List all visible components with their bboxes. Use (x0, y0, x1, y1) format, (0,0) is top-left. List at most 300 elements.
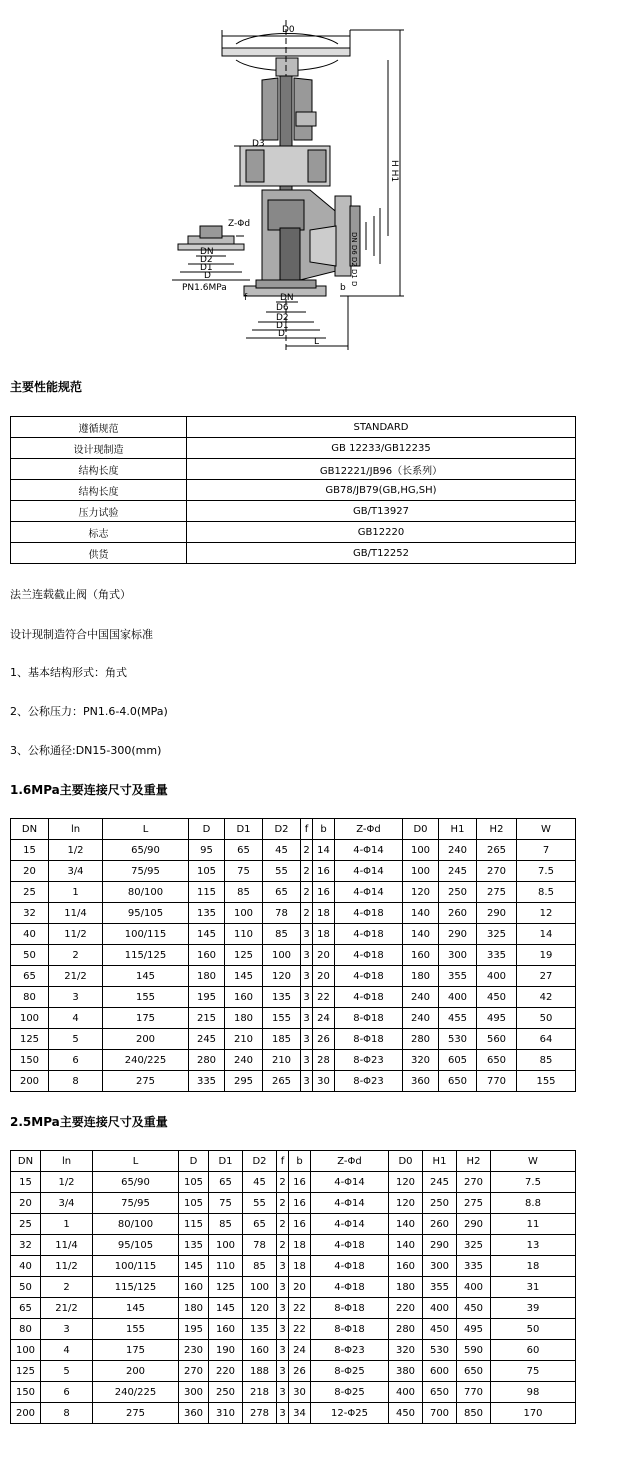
table-cell: 100/115 (93, 1256, 179, 1277)
table-cell: 290 (457, 1214, 491, 1235)
table-cell: 125 (11, 1029, 49, 1050)
table-cell: 115/125 (103, 945, 189, 966)
table-cell: 75 (491, 1361, 576, 1382)
table-cell: 2 (49, 945, 103, 966)
table-cell: 105 (179, 1193, 209, 1214)
column-header: H2 (477, 819, 517, 840)
table-cell: 360 (179, 1403, 209, 1424)
table-cell: 26 (313, 1029, 335, 1050)
dim-l: L (314, 337, 320, 347)
table-header-row (11, 1151, 576, 1172)
table-cell: 600 (423, 1361, 457, 1382)
table-cell: 25 (11, 1214, 41, 1235)
table-cell: 2 (277, 1193, 289, 1214)
table-cell: 8-Φ23 (311, 1340, 389, 1361)
table-row (11, 1214, 576, 1235)
column-header: L (93, 1151, 179, 1172)
column-header: Z-Φd (335, 819, 403, 840)
table-row (11, 1071, 576, 1092)
table-cell: 240 (225, 1050, 263, 1071)
table-1-6mpa (10, 818, 576, 1092)
table-cell: 8 (41, 1403, 93, 1424)
dim-d1-small: D1 (200, 263, 213, 273)
table-cell: 4 (49, 1008, 103, 1029)
table-cell: 240 (403, 987, 439, 1008)
column-header: f (301, 819, 313, 840)
table-cell: 27 (517, 966, 576, 987)
table-cell: GB/T13927 (187, 501, 576, 522)
dim-d1-bottom: D1 (276, 321, 289, 331)
table-cell: 100 (209, 1235, 243, 1256)
table-cell: 245 (189, 1029, 225, 1050)
column-header: W (491, 1151, 576, 1172)
dim-d3: D3 (252, 139, 265, 149)
table-cell: 4-Φ14 (335, 861, 403, 882)
table-cell: 590 (457, 1340, 491, 1361)
column-header: Z-Φd (311, 1151, 389, 1172)
table-cell: 42 (517, 987, 576, 1008)
table-cell: 325 (477, 924, 517, 945)
table-cell: 605 (439, 1050, 477, 1071)
column-header: DN (11, 1151, 41, 1172)
table-cell: 2 (301, 861, 313, 882)
table-cell: 8.8 (491, 1193, 576, 1214)
spec-header-col: STANDARD (187, 417, 576, 438)
table-row (11, 1319, 576, 1340)
table-cell: 100 (403, 861, 439, 882)
table-cell: 3 (277, 1277, 289, 1298)
table-cell: 3 (301, 924, 313, 945)
table-cell: 16 (289, 1172, 311, 1193)
table-cell: 335 (189, 1071, 225, 1092)
table-cell: 85 (209, 1214, 243, 1235)
table-cell: 175 (103, 1008, 189, 1029)
table-cell: 2 (277, 1172, 289, 1193)
table-cell: 11/4 (41, 1235, 93, 1256)
table-cell: 4-Φ14 (335, 840, 403, 861)
table-cell: 11 (491, 1214, 576, 1235)
table-row (11, 543, 576, 564)
table-cell: 26 (289, 1361, 311, 1382)
paragraph-structure: 1、基本结构形式：角式 (10, 666, 127, 679)
table-cell: GB78/JB79(GB,HG,SH) (187, 480, 576, 501)
column-header: H1 (439, 819, 477, 840)
table-cell: GB 12233/GB12235 (187, 438, 576, 459)
table-cell: 140 (403, 903, 439, 924)
table-cell: 400 (477, 966, 517, 987)
table-cell: 3 (277, 1403, 289, 1424)
table-cell: 50 (517, 1008, 576, 1029)
table-cell: 3 (277, 1256, 289, 1277)
table-cell: 155 (93, 1319, 179, 1340)
table-cell: 39 (491, 1298, 576, 1319)
table-cell: 115 (179, 1214, 209, 1235)
table-cell: 28 (313, 1050, 335, 1071)
table-cell: 170 (491, 1403, 576, 1424)
table-row (11, 924, 576, 945)
table-cell: 1/2 (49, 840, 103, 861)
table-cell: 220 (209, 1361, 243, 1382)
table-cell: 200 (103, 1029, 189, 1050)
table-cell: 195 (179, 1319, 209, 1340)
table-cell: 8.5 (517, 882, 576, 903)
table-cell: 275 (457, 1193, 491, 1214)
side-dims: DN D6 D2 D1 D (350, 232, 358, 287)
table-cell: 250 (439, 882, 477, 903)
table-cell: 4-Φ18 (335, 987, 403, 1008)
spec-header-row (11, 417, 576, 438)
table-cell: 100/115 (103, 924, 189, 945)
dim-d2-bottom: D2 (276, 313, 289, 323)
table-cell: 1 (41, 1214, 93, 1235)
table-cell: 3 (301, 987, 313, 1008)
table-cell: 8-Φ18 (311, 1298, 389, 1319)
table-cell: 240/225 (103, 1050, 189, 1071)
table-cell: 15 (11, 1172, 41, 1193)
table-cell: 3 (277, 1382, 289, 1403)
table-cell: 2 (41, 1277, 93, 1298)
table-cell: 45 (243, 1172, 277, 1193)
table-cell: 290 (423, 1235, 457, 1256)
table-cell: 80/100 (103, 882, 189, 903)
column-header: H1 (423, 1151, 457, 1172)
table-cell: 45 (263, 840, 301, 861)
table-cell: 700 (423, 1403, 457, 1424)
table-cell: 240 (403, 1008, 439, 1029)
table-cell: 24 (313, 1008, 335, 1029)
table-cell: 98 (491, 1382, 576, 1403)
table-cell: 40 (11, 924, 49, 945)
table-cell: 95 (189, 840, 225, 861)
paragraph-title: 法兰连载截止阀（角式） (10, 588, 131, 601)
table-cell: 450 (389, 1403, 423, 1424)
table-cell: 100 (225, 903, 263, 924)
table-row (11, 987, 576, 1008)
table-cell: 8-Φ18 (335, 1029, 403, 1050)
table-cell: 335 (477, 945, 517, 966)
table-cell: 3 (301, 1071, 313, 1092)
table-cell: 135 (179, 1235, 209, 1256)
table-cell: 22 (289, 1298, 311, 1319)
table-cell: 4-Φ14 (335, 882, 403, 903)
table-cell: 50 (11, 945, 49, 966)
paragraph-pressure: 2、公称压力：PN1.6-4.0(MPa) (10, 705, 168, 718)
table-cell: 100 (263, 945, 301, 966)
table-cell: 30 (289, 1382, 311, 1403)
table-cell: 400 (389, 1382, 423, 1403)
table-cell: 495 (477, 1008, 517, 1029)
table-cell: 275 (93, 1403, 179, 1424)
table-cell: 4-Φ18 (335, 903, 403, 924)
table-cell: 120 (403, 882, 439, 903)
table-cell: 280 (389, 1319, 423, 1340)
table-cell: 450 (457, 1298, 491, 1319)
table-cell: 145 (189, 924, 225, 945)
table-cell: 2 (301, 882, 313, 903)
table-cell: 95/105 (103, 903, 189, 924)
table-cell: 3 (301, 945, 313, 966)
table-cell: 335 (457, 1256, 491, 1277)
table-cell: 12-Φ25 (311, 1403, 389, 1424)
table-cell: 210 (225, 1029, 263, 1050)
spec-heading: 主要性能规范 (10, 380, 83, 394)
table-cell: 8-Φ23 (335, 1050, 403, 1071)
table-cell: 495 (457, 1319, 491, 1340)
table-cell: 260 (439, 903, 477, 924)
table-cell: 7 (517, 840, 576, 861)
table-cell: 31 (491, 1277, 576, 1298)
table-cell: 145 (93, 1298, 179, 1319)
table-cell: 190 (209, 1340, 243, 1361)
table-cell: 34 (289, 1403, 311, 1424)
dim-z-phi-d: Z-Φd (228, 219, 251, 229)
table-cell: 275 (103, 1071, 189, 1092)
spec-header-col: 遵循规范 (11, 417, 187, 438)
table-cell: 850 (457, 1403, 491, 1424)
table-cell: 145 (225, 966, 263, 987)
table-cell: 40 (11, 1256, 41, 1277)
table-cell: 65/90 (93, 1172, 179, 1193)
column-header: D2 (263, 819, 301, 840)
table-cell: 325 (457, 1235, 491, 1256)
table-cell: 18 (313, 924, 335, 945)
table-cell: 4-Φ14 (311, 1172, 389, 1193)
column-header: D (189, 819, 225, 840)
dim-h-h1: H H1 (389, 160, 399, 183)
dim-d0: D0 (282, 25, 295, 35)
table-cell: 50 (11, 1277, 41, 1298)
table-cell: 6 (49, 1050, 103, 1071)
table-cell: 85 (225, 882, 263, 903)
table-cell: 115/125 (93, 1277, 179, 1298)
table-row (11, 501, 576, 522)
table-cell: 65 (243, 1214, 277, 1235)
table-cell: 145 (209, 1298, 243, 1319)
table-cell: 245 (423, 1172, 457, 1193)
table-cell: 80 (11, 987, 49, 1008)
table-cell: 22 (289, 1319, 311, 1340)
table-cell: 3 (301, 966, 313, 987)
table-cell: 120 (263, 966, 301, 987)
table-cell: 14 (517, 924, 576, 945)
table-cell: 155 (517, 1071, 576, 1092)
table-cell: 供货 (11, 543, 187, 564)
column-header: f (277, 1151, 289, 1172)
table-cell: 160 (225, 987, 263, 1008)
table-row (11, 480, 576, 501)
table-cell: 530 (423, 1340, 457, 1361)
column-header: D0 (403, 819, 439, 840)
table-cell: 75 (225, 861, 263, 882)
table-cell: 650 (477, 1050, 517, 1071)
dim-f: f (244, 293, 248, 303)
table-cell: 105 (179, 1172, 209, 1193)
table-cell: 5 (41, 1361, 93, 1382)
table-cell: 110 (225, 924, 263, 945)
table-cell: 13 (491, 1235, 576, 1256)
table-cell: 140 (389, 1214, 423, 1235)
table-cell: 400 (439, 987, 477, 1008)
table-cell: 650 (423, 1382, 457, 1403)
table-cell: 145 (179, 1256, 209, 1277)
table-cell: 4-Φ18 (311, 1235, 389, 1256)
table-cell: 3 (277, 1319, 289, 1340)
table-cell: 210 (263, 1050, 301, 1071)
table-cell: 65 (263, 882, 301, 903)
table-cell: 65 (209, 1172, 243, 1193)
table-row (11, 1361, 576, 1382)
table-row (11, 1298, 576, 1319)
table-cell: 220 (389, 1298, 423, 1319)
table-cell: 215 (189, 1008, 225, 1029)
table16-heading: 1.6MPa主要连接尺寸及重量 (10, 783, 168, 797)
table-cell: 185 (263, 1029, 301, 1050)
table-cell: 60 (491, 1340, 576, 1361)
table-cell: 155 (103, 987, 189, 1008)
table-cell: 270 (477, 861, 517, 882)
table-cell: 64 (517, 1029, 576, 1050)
table-cell: 160 (403, 945, 439, 966)
table-cell: 22 (313, 987, 335, 1008)
table-cell: 180 (179, 1298, 209, 1319)
column-header: W (517, 819, 576, 840)
dim-d2-small: D2 (200, 255, 213, 265)
table-cell: 125 (225, 945, 263, 966)
table-cell: 200 (11, 1403, 41, 1424)
table-cell: 压力试验 (11, 501, 187, 522)
table-cell: 160 (209, 1319, 243, 1340)
table-cell: 300 (423, 1256, 457, 1277)
table-cell: 4-Φ18 (335, 966, 403, 987)
table-header-row (11, 819, 576, 840)
table-cell: 4 (41, 1340, 93, 1361)
table-cell: 100 (243, 1277, 277, 1298)
table-cell: 310 (209, 1403, 243, 1424)
column-header: b (289, 1151, 311, 1172)
table-cell: 3 (49, 987, 103, 1008)
table-cell: 4-Φ14 (311, 1193, 389, 1214)
table-cell: 11/4 (49, 903, 103, 924)
table-cell: 24 (289, 1340, 311, 1361)
table-cell: 135 (243, 1319, 277, 1340)
table-cell: 3 (41, 1319, 93, 1340)
table-cell: 95/105 (93, 1235, 179, 1256)
table-cell: 15 (11, 840, 49, 861)
table-cell: 65/90 (103, 840, 189, 861)
table-cell: 30 (313, 1071, 335, 1092)
table-row (11, 1193, 576, 1214)
column-header: H2 (457, 1151, 491, 1172)
table-cell: 320 (403, 1050, 439, 1071)
table-cell: GB/T12252 (187, 543, 576, 564)
table-cell: 530 (439, 1029, 477, 1050)
table-cell: 380 (389, 1361, 423, 1382)
table-cell: 100 (11, 1008, 49, 1029)
table-cell: 770 (477, 1071, 517, 1092)
table-cell: 75/95 (103, 861, 189, 882)
table-cell: 1 (49, 882, 103, 903)
pn-note: PN1.6MPa (182, 283, 227, 293)
table-cell: 140 (389, 1235, 423, 1256)
table-cell: 175 (93, 1340, 179, 1361)
table-cell: 8-Φ18 (311, 1319, 389, 1340)
table-cell: 65 (11, 966, 49, 987)
dim-dn-bottom: DN (280, 293, 294, 303)
table-cell: GB12221/JB96（长系列） (187, 459, 576, 480)
column-header: ln (41, 1151, 93, 1172)
table-cell: 195 (189, 987, 225, 1008)
table-row (11, 1382, 576, 1403)
table-cell: 105 (189, 861, 225, 882)
table-cell: 19 (517, 945, 576, 966)
table-cell: 16 (289, 1193, 311, 1214)
table-cell: 560 (477, 1029, 517, 1050)
table-row (11, 1256, 576, 1277)
table-cell: 278 (243, 1403, 277, 1424)
table-cell: 400 (457, 1277, 491, 1298)
table-cell: 120 (389, 1193, 423, 1214)
table-cell: 4-Φ18 (311, 1256, 389, 1277)
table-cell: 11/2 (49, 924, 103, 945)
table-cell: 2 (277, 1214, 289, 1235)
table-cell: 360 (403, 1071, 439, 1092)
table-cell: 8-Φ25 (311, 1361, 389, 1382)
column-header: L (103, 819, 189, 840)
table-cell: 120 (389, 1172, 423, 1193)
table-row (11, 882, 576, 903)
table-cell: 75/95 (93, 1193, 179, 1214)
table-cell: 4-Φ18 (335, 945, 403, 966)
table-cell: 180 (389, 1277, 423, 1298)
table-cell: 65 (225, 840, 263, 861)
column-header: D1 (209, 1151, 243, 1172)
table-cell: 18 (313, 903, 335, 924)
table-cell: 200 (93, 1361, 179, 1382)
table-row (11, 1172, 576, 1193)
table-cell: 265 (477, 840, 517, 861)
dim-dn-small: DN (200, 247, 214, 257)
table-cell: 3 (301, 1029, 313, 1050)
table-cell: 85 (263, 924, 301, 945)
table-cell: 21/2 (49, 966, 103, 987)
table-cell: 80 (11, 1319, 41, 1340)
table-cell: 6 (41, 1382, 93, 1403)
table-cell: 265 (263, 1071, 301, 1092)
table-row (11, 438, 576, 459)
table-cell: GB12220 (187, 522, 576, 543)
table-cell: 290 (439, 924, 477, 945)
table-cell: 230 (179, 1340, 209, 1361)
table-cell: 280 (403, 1029, 439, 1050)
table-cell: 355 (439, 966, 477, 987)
table-cell: 275 (477, 882, 517, 903)
table-cell: 结构长度 (11, 480, 187, 501)
table-cell: 120 (243, 1298, 277, 1319)
table-cell: 78 (263, 903, 301, 924)
table-cell: 355 (423, 1277, 457, 1298)
table-cell: 650 (439, 1071, 477, 1092)
table-cell: 8-Φ18 (335, 1008, 403, 1029)
table-row (11, 840, 576, 861)
table-cell: 260 (423, 1214, 457, 1235)
table-cell: 2 (301, 840, 313, 861)
table-row (11, 522, 576, 543)
table-cell: 450 (477, 987, 517, 1008)
table-cell: 32 (11, 1235, 41, 1256)
table-cell: 20 (289, 1277, 311, 1298)
table-cell: 16 (313, 861, 335, 882)
table-row (11, 459, 576, 480)
